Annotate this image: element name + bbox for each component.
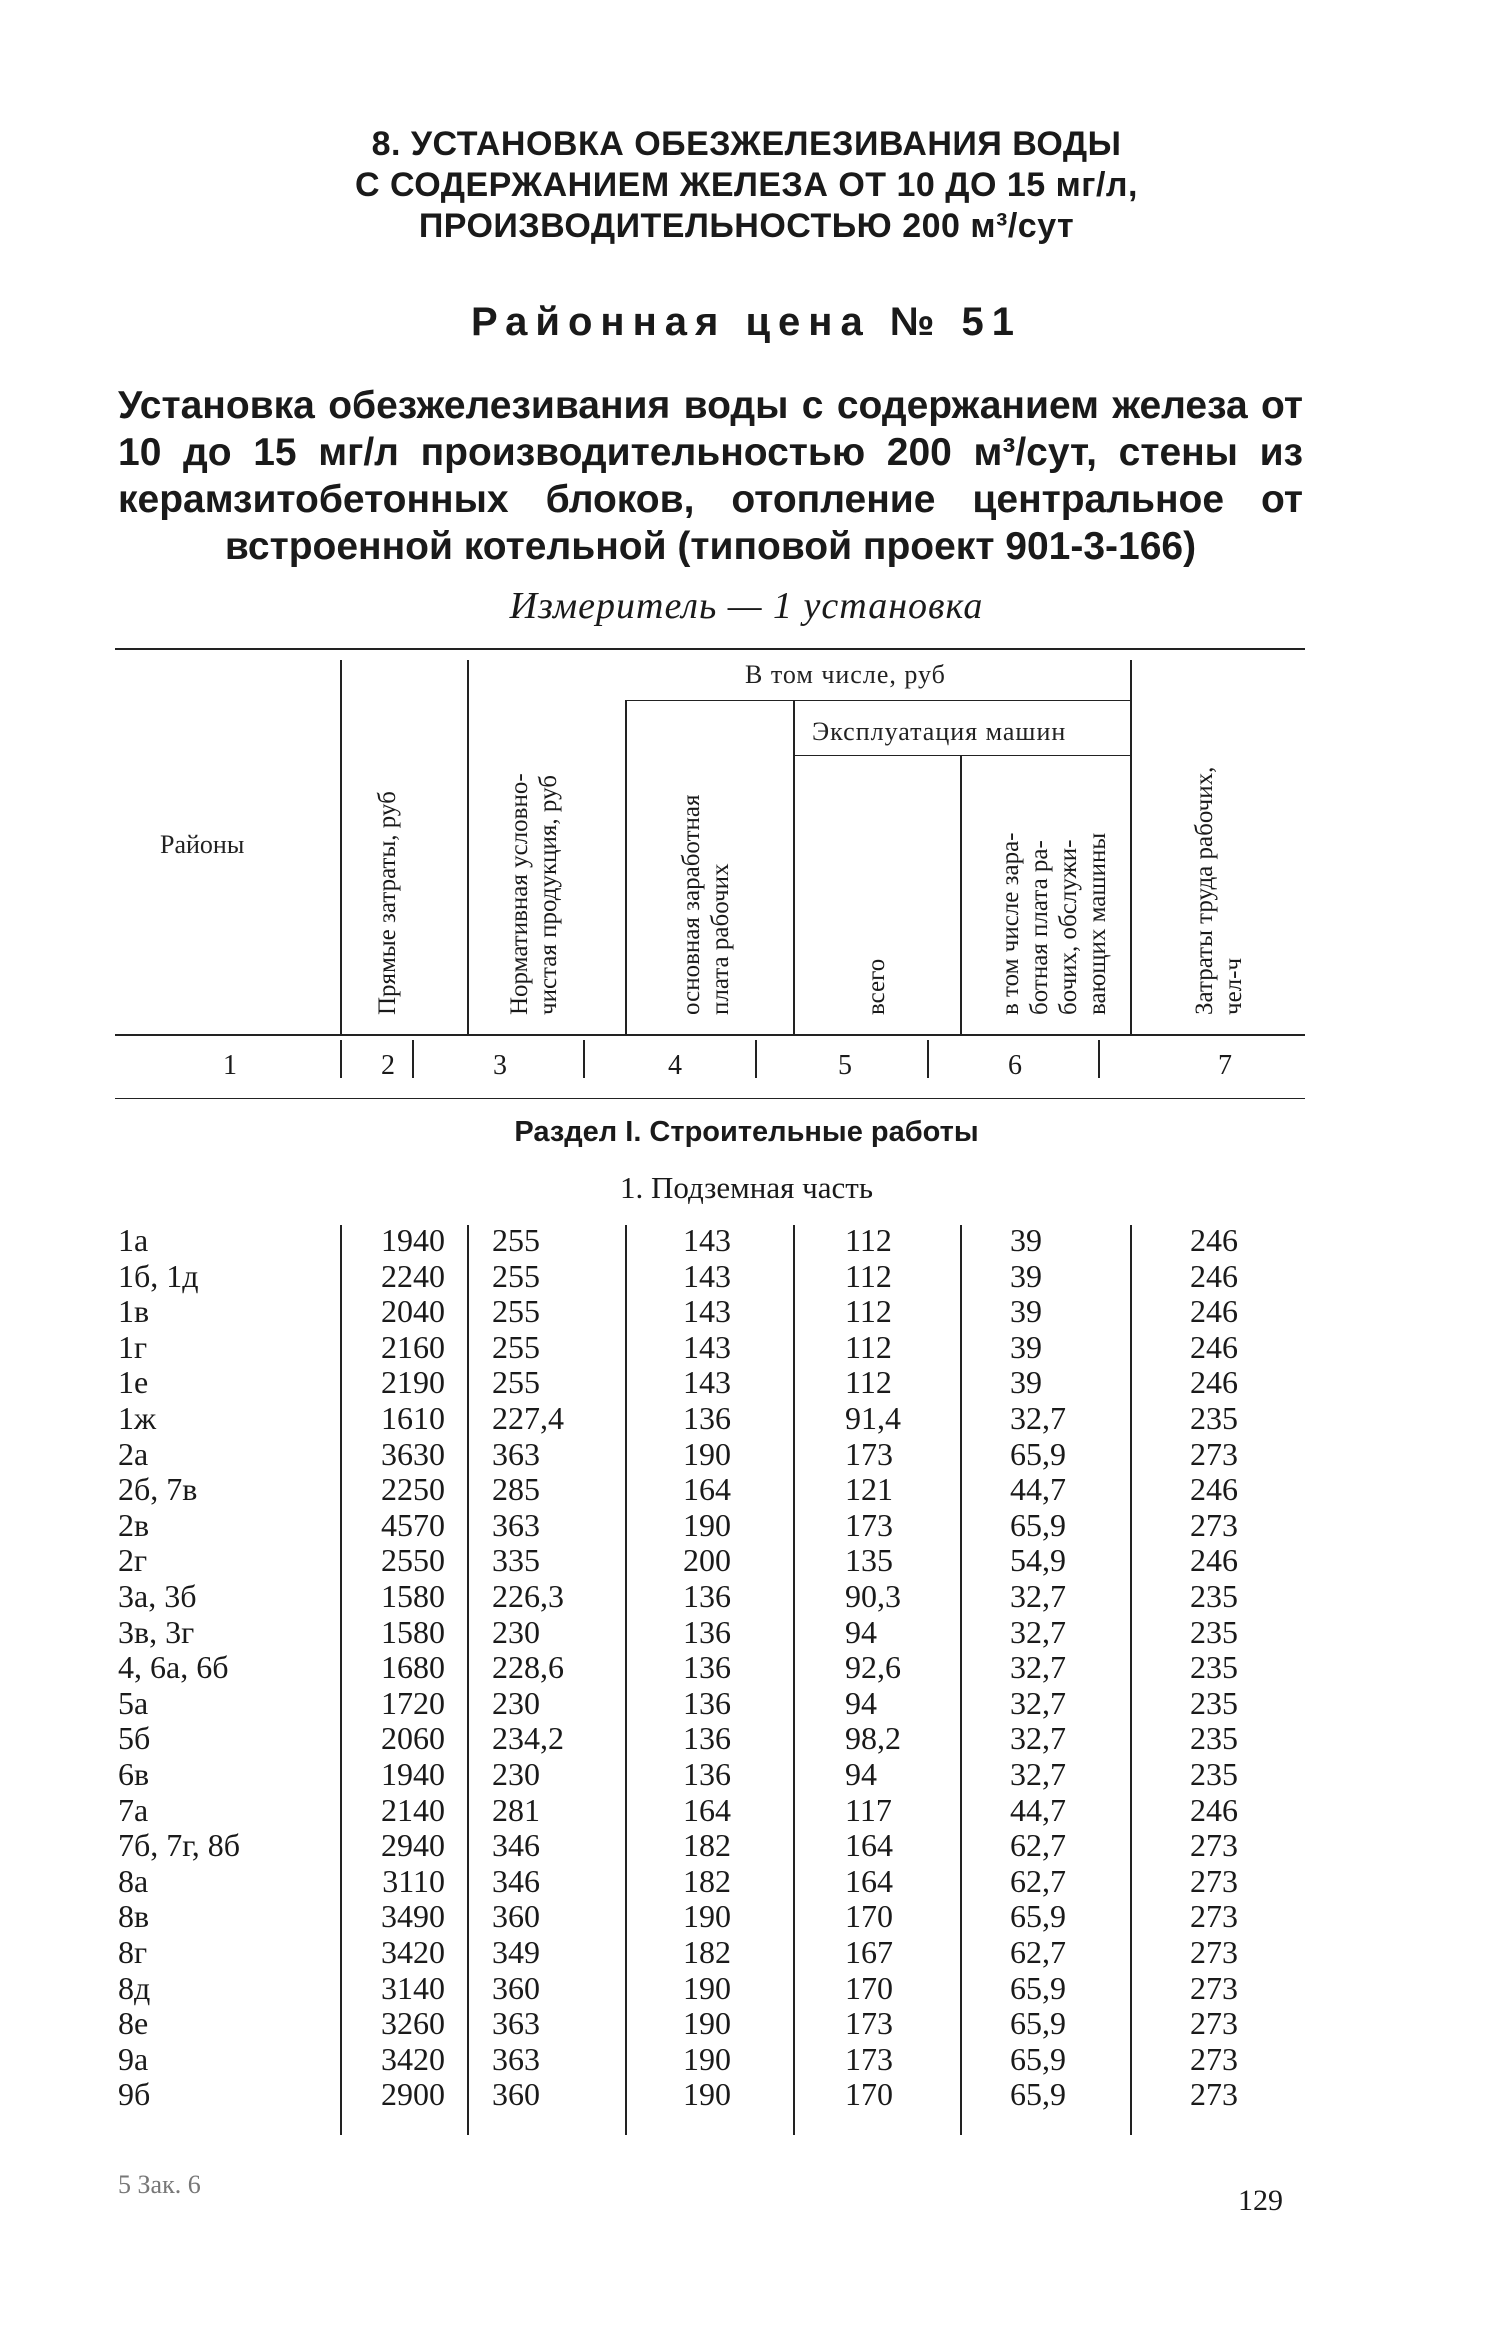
cell-machines-total: 173 xyxy=(845,1506,893,1543)
cell-normative-product: 285 xyxy=(492,1471,540,1508)
cell-direct-costs: 2550 xyxy=(381,1542,445,1579)
cell-normative-product: 227,4 xyxy=(492,1400,564,1436)
cell-base-wages: 182 xyxy=(683,1827,731,1864)
table-row xyxy=(0,1934,1493,1970)
col-number-divider xyxy=(1098,1040,1100,1078)
col-number-2: 2 xyxy=(381,1050,395,1081)
vline-1 xyxy=(340,660,342,1034)
cell-labor: 246 xyxy=(1190,1293,1238,1330)
header-regions: Районы xyxy=(160,830,245,859)
including-rule xyxy=(625,700,1130,701)
cell-machines-total: 112 xyxy=(845,1293,892,1330)
cell-direct-costs: 3110 xyxy=(382,1862,445,1899)
cell-machines-total: 173 xyxy=(845,1435,893,1472)
header-machines-total: всего xyxy=(863,958,890,1015)
cell-labor: 273 xyxy=(1190,2005,1238,2042)
cell-machines-total: 117 xyxy=(845,1791,892,1828)
cell-machines-total: 98,2 xyxy=(845,1720,901,1757)
cell-region: 5а xyxy=(118,1684,149,1721)
cell-base-wages: 182 xyxy=(683,1934,731,1970)
table-row xyxy=(0,1542,1493,1578)
cell-base-wages: 190 xyxy=(683,2076,731,2113)
cell-machine-wages: 62,7 xyxy=(1010,1827,1066,1864)
cell-labor: 246 xyxy=(1190,1364,1238,1401)
cell-region: 8г xyxy=(118,1934,148,1970)
cell-normative-product: 346 xyxy=(492,1827,540,1864)
cell-normative-product: 360 xyxy=(492,2076,540,2113)
cell-base-wages: 136 xyxy=(683,1684,731,1721)
table-row xyxy=(0,1970,1493,2006)
cell-labor: 273 xyxy=(1190,1506,1238,1543)
table-row xyxy=(0,1720,1493,1756)
cell-labor: 273 xyxy=(1190,1827,1238,1864)
cell-labor: 246 xyxy=(1190,1471,1238,1508)
cell-machine-wages: 65,9 xyxy=(1010,1898,1066,1935)
price-title: Районная цена № 51 xyxy=(471,300,1022,344)
cell-normative-product: 363 xyxy=(492,2005,540,2042)
cell-machine-wages: 62,7 xyxy=(1010,1862,1066,1899)
cell-machine-wages: 39 xyxy=(1010,1222,1042,1258)
col-numbers-rule xyxy=(115,1098,1305,1099)
cell-base-wages: 136 xyxy=(683,1649,731,1686)
cell-machines-total: 121 xyxy=(845,1471,893,1508)
page-number: 129 xyxy=(1238,2184,1283,2217)
cell-direct-costs: 2140 xyxy=(381,1791,445,1828)
cell-region: 4, 6а, 6б xyxy=(118,1649,229,1686)
col-number-4: 4 xyxy=(668,1050,682,1081)
cell-region: 2в xyxy=(118,1506,150,1543)
cell-normative-product: 363 xyxy=(492,1435,540,1472)
cell-normative-product: 281 xyxy=(492,1791,540,1828)
cell-machines-total: 112 xyxy=(845,1222,892,1258)
table-row xyxy=(0,1329,1493,1365)
cell-direct-costs: 3420 xyxy=(381,2040,445,2077)
cell-normative-product: 255 xyxy=(492,1257,540,1294)
cell-direct-costs: 1680 xyxy=(381,1649,445,1686)
cell-machine-wages: 65,9 xyxy=(1010,2005,1066,2042)
cell-base-wages: 190 xyxy=(683,1435,731,1472)
cell-direct-costs: 3420 xyxy=(381,1934,445,1970)
cell-region: 8е xyxy=(118,2005,149,2042)
cell-machine-wages: 32,7 xyxy=(1010,1684,1066,1721)
cell-machine-wages: 65,9 xyxy=(1010,1506,1066,1543)
vline-2 xyxy=(467,660,469,1034)
cell-region: 1е xyxy=(118,1364,149,1401)
cell-base-wages: 136 xyxy=(683,1720,731,1757)
cell-direct-costs: 2900 xyxy=(381,2076,445,2113)
cell-direct-costs: 1580 xyxy=(381,1613,445,1650)
cell-machines-total: 170 xyxy=(845,1969,893,2006)
cell-labor: 235 xyxy=(1190,1400,1238,1436)
cell-labor: 235 xyxy=(1190,1649,1238,1686)
cell-direct-costs: 3140 xyxy=(381,1969,445,2006)
col-number-divider xyxy=(340,1040,342,1078)
cell-direct-costs: 1940 xyxy=(381,1222,445,1258)
table-row xyxy=(0,2076,1493,2112)
cell-normative-product: 230 xyxy=(492,1756,540,1792)
cell-base-wages: 190 xyxy=(683,1898,731,1935)
cell-machines-total: 167 xyxy=(845,1934,893,1970)
header-machine-operation: Эксплуатация машин xyxy=(812,717,1067,746)
cell-direct-costs: 4570 xyxy=(381,1506,445,1543)
description: Установка обезжелезивания воды с содержанием железа от 10 до 15 мг/л производительностью 200 м³/сут, стены из керамзитобетонных блоков, отопление центральное от встроенной котельной (типовой проект 901-3-166) xyxy=(118,384,1303,568)
table-row xyxy=(0,1578,1493,1614)
cell-machine-wages: 39 xyxy=(1010,1257,1042,1294)
cell-base-wages: 190 xyxy=(683,1969,731,2006)
cell-direct-costs: 2250 xyxy=(381,1471,445,1508)
cell-direct-costs: 3630 xyxy=(381,1435,445,1472)
cell-machine-wages: 32,7 xyxy=(1010,1400,1066,1436)
cell-normative-product: 226,3 xyxy=(492,1578,564,1614)
cell-machines-total: 170 xyxy=(845,1898,893,1935)
cell-normative-product: 255 xyxy=(492,1328,540,1365)
cell-machines-total: 90,3 xyxy=(845,1578,901,1614)
section-title-line-3: ПРОИЗВОДИТЕЛЬНОСТЬЮ 200 м³/сут xyxy=(418,207,1075,245)
cell-direct-costs: 3260 xyxy=(381,2005,445,2042)
cell-machines-total: 91,4 xyxy=(845,1400,901,1436)
cell-base-wages: 190 xyxy=(683,1506,731,1543)
cell-machine-wages: 65,9 xyxy=(1010,2040,1066,2077)
vline-6 xyxy=(1130,660,1132,1034)
cell-normative-product: 230 xyxy=(492,1684,540,1721)
cell-region: 1в xyxy=(118,1293,150,1330)
cell-region: 8д xyxy=(118,1969,151,2006)
cell-machines-total: 112 xyxy=(845,1364,892,1401)
section-title-line-2: С СОДЕРЖАНИЕМ ЖЕЛЕЗА ОТ 10 ДО 15 мг/л, xyxy=(355,166,1138,204)
header-labor: Затраты труда рабочих, чел-ч xyxy=(1191,766,1247,1015)
col-number-divider xyxy=(927,1040,929,1078)
cell-machine-wages: 32,7 xyxy=(1010,1578,1066,1614)
vline-4 xyxy=(793,700,795,1034)
cell-normative-product: 255 xyxy=(492,1364,540,1401)
cell-direct-costs: 2940 xyxy=(381,1827,445,1864)
cell-labor: 235 xyxy=(1190,1756,1238,1792)
cell-direct-costs: 1940 xyxy=(381,1756,445,1792)
cell-normative-product: 360 xyxy=(492,1898,540,1935)
cell-labor: 246 xyxy=(1190,1328,1238,1365)
col-number-divider xyxy=(755,1040,757,1078)
cell-machines-total: 173 xyxy=(845,2040,893,2077)
cell-region: 1г xyxy=(118,1328,148,1365)
header-top-rule xyxy=(115,648,1305,650)
cell-labor: 273 xyxy=(1190,1898,1238,1935)
measure-unit: Измеритель — 1 установка xyxy=(509,585,984,627)
cell-machines-total: 135 xyxy=(845,1542,893,1579)
cell-labor: 273 xyxy=(1190,1969,1238,2006)
table-row xyxy=(0,1756,1493,1792)
table-row xyxy=(0,1471,1493,1507)
cell-labor: 273 xyxy=(1190,1435,1238,1472)
cell-labor: 235 xyxy=(1190,1720,1238,1757)
cell-machine-wages: 32,7 xyxy=(1010,1720,1066,1757)
cell-region: 2г xyxy=(118,1542,148,1579)
cell-base-wages: 136 xyxy=(683,1578,731,1614)
table-row xyxy=(0,1898,1493,1934)
section-title-line-1: 8. УСТАНОВКА ОБЕЗЖЕЛЕЗИВАНИЯ ВОДЫ xyxy=(371,125,1122,163)
cell-labor: 246 xyxy=(1190,1222,1238,1258)
cell-direct-costs: 2240 xyxy=(381,1257,445,1294)
cell-machine-wages: 32,7 xyxy=(1010,1649,1066,1686)
col-number-6: 6 xyxy=(1008,1050,1022,1081)
cell-region: 2а xyxy=(118,1435,149,1472)
table-row xyxy=(0,1258,1493,1294)
section-heading: Раздел I. Строительные работы xyxy=(514,1116,979,1148)
cell-region: 2б, 7в xyxy=(118,1471,198,1508)
cell-base-wages: 136 xyxy=(683,1400,731,1436)
cell-normative-product: 255 xyxy=(492,1222,540,1258)
cell-normative-product: 360 xyxy=(492,1969,540,2006)
cell-base-wages: 143 xyxy=(683,1293,731,1330)
table-row xyxy=(0,1222,1493,1258)
cell-region: 7а xyxy=(118,1791,149,1828)
header-including: В том числе, руб xyxy=(745,660,946,689)
cell-direct-costs: 2190 xyxy=(381,1364,445,1401)
header-bottom-rule xyxy=(115,1034,1305,1036)
table-row xyxy=(0,1685,1493,1721)
cell-labor: 246 xyxy=(1190,1257,1238,1294)
col-number-7: 7 xyxy=(1218,1050,1232,1081)
footer-signature: 5 Зак. 6 xyxy=(118,2170,201,2199)
cell-machines-total: 164 xyxy=(845,1827,893,1864)
cell-machine-wages: 32,7 xyxy=(1010,1613,1066,1650)
cell-direct-costs: 2040 xyxy=(381,1293,445,1330)
col-number-divider xyxy=(412,1040,414,1078)
cell-region: 1б, 1д xyxy=(118,1257,199,1294)
col-number-1: 1 xyxy=(223,1050,237,1081)
cell-region: 5б xyxy=(118,1720,151,1757)
cell-normative-product: 363 xyxy=(492,1506,540,1543)
table-row xyxy=(0,1792,1493,1828)
table-row xyxy=(0,1293,1493,1329)
table-row xyxy=(0,1827,1493,1863)
cell-normative-product: 335 xyxy=(492,1542,540,1579)
cell-normative-product: 234,2 xyxy=(492,1720,564,1757)
cell-base-wages: 143 xyxy=(683,1364,731,1401)
cell-base-wages: 190 xyxy=(683,2005,731,2042)
cell-labor: 273 xyxy=(1190,1934,1238,1970)
cell-labor: 235 xyxy=(1190,1684,1238,1721)
col-number-3: 3 xyxy=(493,1050,507,1081)
cell-machines-total: 170 xyxy=(845,2076,893,2113)
cell-region: 9а xyxy=(118,2040,149,2077)
header-direct-costs: Прямые затраты, руб xyxy=(374,791,401,1015)
cell-direct-costs: 2060 xyxy=(381,1720,445,1757)
col-number-5: 5 xyxy=(838,1050,852,1081)
cell-machine-wages: 65,9 xyxy=(1010,2076,1066,2113)
table-row xyxy=(0,1364,1493,1400)
cell-base-wages: 143 xyxy=(683,1328,731,1365)
cell-labor: 273 xyxy=(1190,1862,1238,1899)
col-number-divider xyxy=(583,1040,585,1078)
cell-machines-total: 94 xyxy=(845,1684,877,1721)
cell-machine-wages: 39 xyxy=(1010,1364,1042,1401)
cell-machines-total: 94 xyxy=(845,1613,877,1650)
cell-base-wages: 164 xyxy=(683,1471,731,1508)
table-row xyxy=(0,2005,1493,2041)
cell-region: 7б, 7г, 8б xyxy=(118,1827,241,1864)
cell-machine-wages: 65,9 xyxy=(1010,1435,1066,1472)
header-machine-wages: в том числе зара- ботная плата ра- бочих, обслужи- вающих машины xyxy=(997,832,1111,1015)
cell-region: 3а, 3б xyxy=(118,1578,197,1614)
cell-normative-product: 363 xyxy=(492,2040,540,2077)
table-row xyxy=(0,1863,1493,1899)
cell-base-wages: 136 xyxy=(683,1756,731,1792)
section-title xyxy=(0,124,1493,247)
cell-base-wages: 164 xyxy=(683,1791,731,1828)
cell-direct-costs: 1720 xyxy=(381,1684,445,1721)
cell-machine-wages: 62,7 xyxy=(1010,1934,1066,1970)
cell-labor: 235 xyxy=(1190,1613,1238,1650)
cell-normative-product: 349 xyxy=(492,1934,540,1970)
cell-machines-total: 173 xyxy=(845,2005,893,2042)
cell-machine-wages: 39 xyxy=(1010,1328,1042,1365)
cell-machine-wages: 32,7 xyxy=(1010,1756,1066,1792)
cell-machine-wages: 44,7 xyxy=(1010,1471,1066,1508)
cell-machines-total: 112 xyxy=(845,1328,892,1365)
table-row xyxy=(0,1649,1493,1685)
cell-machine-wages: 65,9 xyxy=(1010,1969,1066,2006)
cell-direct-costs: 3490 xyxy=(381,1898,445,1935)
cell-base-wages: 200 xyxy=(683,1542,731,1579)
header-base-wages: основная заработная плата рабочих xyxy=(678,794,734,1015)
cell-normative-product: 228,6 xyxy=(492,1649,564,1686)
cell-normative-product: 346 xyxy=(492,1862,540,1899)
cell-base-wages: 182 xyxy=(683,1862,731,1899)
cell-normative-product: 230 xyxy=(492,1613,540,1650)
cell-base-wages: 143 xyxy=(683,1257,731,1294)
header-normative-product: Нормативная условно- чистая продукция, руб xyxy=(506,773,562,1015)
subsection-heading: 1. Подземная часть xyxy=(620,1170,873,1205)
cell-direct-costs: 1610 xyxy=(381,1400,445,1436)
cell-labor: 246 xyxy=(1190,1542,1238,1579)
cell-base-wages: 136 xyxy=(683,1613,731,1650)
cell-base-wages: 143 xyxy=(683,1222,731,1258)
table-row xyxy=(0,1614,1493,1650)
vline-3 xyxy=(625,700,627,1034)
cell-normative-product: 255 xyxy=(492,1293,540,1330)
table-row xyxy=(0,2041,1493,2077)
cell-base-wages: 190 xyxy=(683,2040,731,2077)
cell-machines-total: 94 xyxy=(845,1756,877,1792)
cell-region: 1а xyxy=(118,1222,149,1258)
cell-region: 9б xyxy=(118,2076,151,2113)
cell-labor: 273 xyxy=(1190,2040,1238,2077)
cell-labor: 246 xyxy=(1190,1791,1238,1828)
cell-region: 1ж xyxy=(118,1400,157,1436)
cell-labor: 235 xyxy=(1190,1578,1238,1614)
cell-direct-costs: 2160 xyxy=(381,1328,445,1365)
table-row xyxy=(0,1400,1493,1436)
cell-region: 8а xyxy=(118,1862,149,1899)
cell-machines-total: 164 xyxy=(845,1862,893,1899)
cell-direct-costs: 1580 xyxy=(381,1578,445,1614)
cell-machines-total: 112 xyxy=(845,1257,892,1294)
cell-machine-wages: 44,7 xyxy=(1010,1791,1066,1828)
cell-machine-wages: 39 xyxy=(1010,1293,1042,1330)
cell-machines-total: 92,6 xyxy=(845,1649,901,1686)
cell-region: 3в, 3г xyxy=(118,1613,195,1650)
cell-machine-wages: 54,9 xyxy=(1010,1542,1066,1579)
table-row xyxy=(0,1436,1493,1472)
table-row xyxy=(0,1507,1493,1543)
vline-5 xyxy=(960,755,962,1034)
cell-region: 6в xyxy=(118,1756,150,1792)
cell-labor: 273 xyxy=(1190,2076,1238,2113)
cell-region: 8в xyxy=(118,1898,150,1935)
